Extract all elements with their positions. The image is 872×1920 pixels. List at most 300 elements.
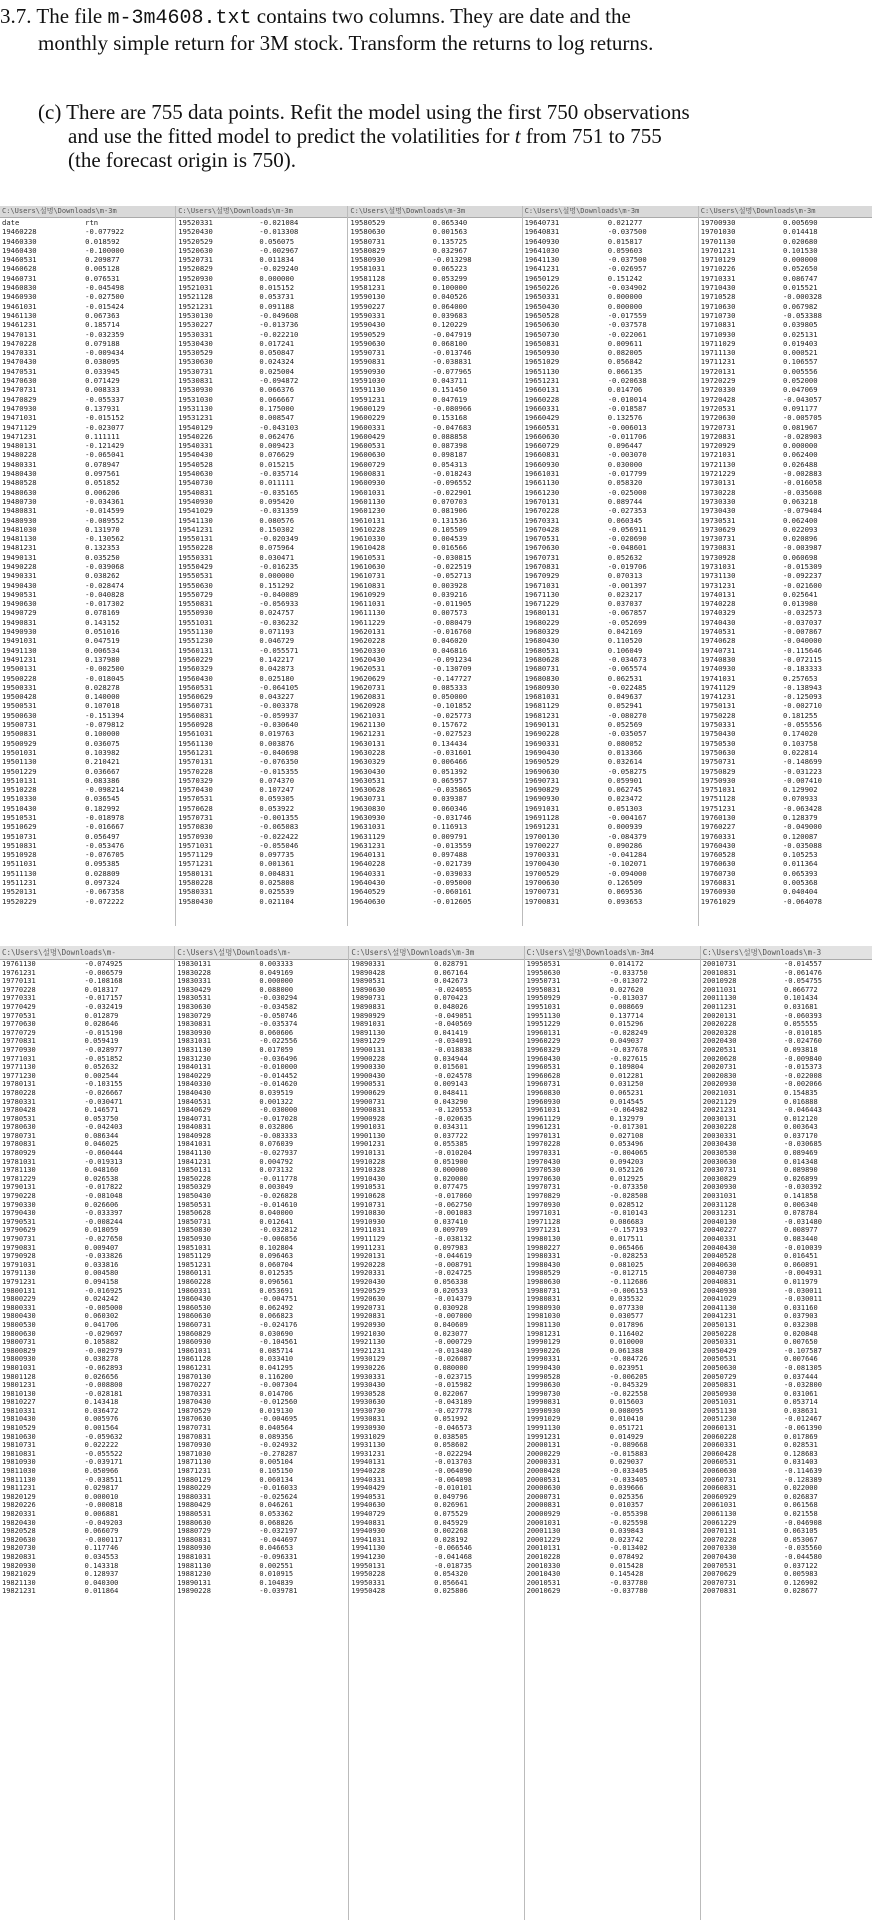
return-cell: 0.043711 (432, 376, 468, 386)
date-cell: 19690630 (524, 766, 560, 776)
return-cell: 0.052941 (607, 701, 643, 711)
date-cell: 19550729 (178, 589, 213, 599)
date-cell: 19970228 (526, 1140, 561, 1149)
return-cell: 0.025131 (782, 329, 818, 339)
return-cell: -0.004751 (259, 1295, 298, 1304)
return-cell: -0.000818 (84, 1501, 123, 1510)
return-cell: 0.020680 (782, 236, 818, 246)
return-cell: -0.025598 (609, 1518, 648, 1527)
return-cell: 0.142217 (259, 654, 295, 664)
date-cell: 19620330 (350, 645, 386, 655)
date-cell: 19681231 (524, 710, 560, 720)
return-cell: 0.102804 (259, 1243, 294, 1252)
return-cell: 0.015817 (607, 236, 643, 246)
date-cell: 20041231 (702, 1312, 737, 1321)
date-cell: 19790131 (2, 1183, 36, 1192)
return-cell: 0.101530 (782, 245, 818, 255)
date-cell: 19950630 (526, 968, 561, 977)
date-cell: 19460531 (2, 255, 37, 265)
date-cell: 19540129 (178, 422, 213, 432)
return-cell: 0.098187 (432, 450, 468, 460)
date-cell: 19840831 (177, 1123, 211, 1132)
date-cell: 19520731 (178, 255, 213, 265)
date-cell: 19581231 (350, 283, 386, 293)
date-cell: 19921030 (351, 1329, 386, 1338)
return-cell: 0.071429 (85, 376, 120, 386)
return-cell: 0.031681 (784, 1002, 818, 1011)
return-cell: 0.131536 (432, 515, 468, 525)
date-cell: 19650430 (524, 301, 560, 311)
date-cell: 19701231 (700, 245, 736, 255)
date-cell: 19940228 (351, 1467, 386, 1476)
date-cell: 19540528 (178, 459, 213, 469)
return-cell: 0.040404 (782, 887, 818, 897)
return-cell: -0.035374 (259, 1020, 298, 1029)
return-cell: 0.146571 (84, 1106, 119, 1115)
return-cell: 0.037444 (784, 1372, 818, 1381)
date-cell: 19951130 (526, 1011, 561, 1020)
return-cell: 0.028512 (609, 1200, 644, 1209)
date-cell: 19861128 (177, 1355, 211, 1364)
date-cell: 20061031 (702, 1501, 737, 1510)
date-cell: 19620531 (350, 664, 386, 674)
date-cell: 19730731 (700, 534, 736, 544)
return-cell: 0.032967 (432, 245, 468, 255)
return-cell: -0.017028 (259, 1114, 298, 1123)
return-cell: -0.013703 (434, 1458, 472, 1467)
date-cell: 19741231 (700, 692, 736, 702)
return-cell: 0.096561 (259, 1277, 294, 1286)
return-cell: 0.182992 (85, 803, 120, 813)
date-cell: 19650331 (524, 292, 560, 302)
date-cell: 20060428 (702, 1449, 737, 1458)
return-cell: -0.081305 (784, 1363, 822, 1372)
date-cell: 19700227 (524, 840, 560, 850)
date-cell: 19590529 (350, 329, 386, 339)
return-cell: 0.051992 (434, 1415, 468, 1424)
date-cell: 19771230 (2, 1071, 36, 1080)
date-cell: 19541029 (178, 506, 213, 516)
return-cell: 0.004831 (259, 868, 295, 878)
data-grid (176, 218, 347, 906)
return-cell: -0.005000 (84, 1303, 123, 1312)
date-cell: 19530227 (178, 320, 213, 330)
date-cell: 19610131 (350, 515, 386, 525)
date-cell: 19561231 (178, 747, 213, 757)
date-cell: 19740430 (700, 617, 736, 627)
return-cell: -0.007867 (782, 627, 822, 637)
return-cell: -0.034361 (85, 496, 125, 506)
date-cell: 20040331 (702, 1235, 737, 1243)
date-cell: 19880930 (177, 1544, 211, 1553)
return-cell: 0.015296 (609, 1020, 644, 1029)
date-cell: 19930331 (351, 1372, 386, 1381)
return-cell: -0.051852 (84, 1054, 123, 1063)
date-cell: 19760227 (700, 822, 736, 832)
return-cell: 0.088858 (432, 431, 468, 441)
date-cell: 19590430 (350, 320, 386, 330)
date-cell: 19601031 (350, 487, 386, 497)
date-cell: 19920630 (351, 1295, 386, 1304)
return-cell: 0.051303 (607, 803, 643, 813)
return-cell: 0.020896 (782, 534, 818, 544)
date-cell: 19930730 (351, 1406, 386, 1415)
date-cell: 19900629 (351, 1088, 386, 1097)
return-cell: 0.007650 (784, 1338, 818, 1347)
return-cell: -0.011706 (607, 431, 647, 441)
date-cell: 19980130 (526, 1235, 561, 1243)
date-cell: 19740329 (700, 608, 736, 618)
return-cell: 0.052000 (782, 376, 818, 386)
date-cell: 19631129 (350, 831, 386, 841)
return-cell: -0.013746 (432, 348, 472, 358)
date-cell: 19671229 (524, 599, 560, 609)
exercise-lead: 3.7. The file (0, 4, 103, 28)
date-cell: 19680628 (524, 654, 560, 664)
return-cell: -0.084379 (607, 831, 647, 841)
date-cell: 20000531 (526, 1475, 561, 1484)
date-cell: 19540331 (178, 441, 213, 451)
return-cell: 0.049637 (607, 692, 643, 702)
date-cell: 19910531 (351, 1183, 386, 1192)
date-cell: 19910731 (351, 1200, 386, 1209)
return-cell: -0.050746 (259, 1011, 298, 1020)
return-cell: 0.062531 (607, 673, 643, 683)
return-cell: 0.141858 (784, 1192, 818, 1201)
return-cell: 0.076531 (85, 273, 120, 283)
return-cell: 0.030690 (259, 1329, 294, 1338)
return-cell: -0.024725 (434, 1269, 472, 1278)
return-cell: 0.011364 (782, 859, 818, 869)
date-cell: 20050131 (702, 1320, 737, 1329)
return-cell: 0.027108 (609, 1131, 644, 1140)
return-cell: 0.058320 (607, 478, 643, 488)
date-cell: 19830228 (177, 968, 211, 977)
return-cell: -0.016925 (84, 1286, 123, 1295)
return-cell: 0.011111 (259, 478, 295, 488)
return-cell: 0.013980 (782, 599, 818, 609)
return-cell: -0.120553 (434, 1106, 472, 1115)
exercise-line-1 (0, 4, 872, 31)
date-cell: 19710430 (700, 283, 736, 293)
return-cell: 0.091177 (782, 403, 818, 413)
date-cell: 19800731 (2, 1338, 36, 1347)
date-cell: 19691231 (524, 822, 560, 832)
date-cell: 19791130 (2, 1269, 36, 1278)
date-cell: 19741031 (700, 673, 736, 683)
date-cell: 19751231 (700, 803, 736, 813)
return-cell: 0.066135 (607, 366, 643, 376)
return-cell: 0.126509 (607, 878, 643, 888)
return-cell: 0.048026 (434, 1002, 468, 1011)
date-cell: 19710930 (700, 329, 736, 339)
return-cell: 0.015152 (259, 283, 295, 293)
return-cell: 0.066376 (259, 385, 295, 395)
date-cell: 19861231 (177, 1363, 211, 1372)
date-cell: 19750630 (700, 747, 736, 757)
viewer-window-1 (0, 946, 174, 1920)
date-cell: 20020830 (702, 1071, 737, 1080)
date-cell: 19681129 (524, 701, 560, 711)
date-cell: 19801031 (2, 1363, 36, 1372)
return-cell: -0.125093 (782, 692, 822, 702)
return-cell: 0.107018 (85, 701, 120, 711)
return-cell: 0.017241 (259, 338, 295, 348)
return-cell: -0.055571 (259, 645, 299, 655)
date-cell: 19680430 (524, 636, 560, 646)
return-cell: -0.010039 (784, 1243, 822, 1252)
date-cell: 19770331 (2, 994, 36, 1003)
date-cell: 20050930 (702, 1389, 737, 1398)
date-cell: 19790731 (2, 1235, 36, 1243)
date-cell: 19680830 (524, 673, 560, 683)
return-cell: -0.037678 (609, 1045, 648, 1054)
return-cell: 0.005556 (782, 366, 818, 376)
return-cell: -0.030294 (259, 994, 298, 1003)
return-cell: -0.020638 (607, 376, 647, 386)
date-cell: 19651231 (524, 376, 560, 386)
return-cell: -0.027778 (434, 1406, 472, 1415)
date-cell: 19940930 (351, 1527, 386, 1536)
date-cell: 19600331 (350, 422, 386, 432)
return-cell: -0.015373 (784, 1063, 822, 1072)
date-cell: 19750228 (700, 710, 736, 720)
return-cell: 0.031061 (784, 1389, 818, 1398)
date-cell: 20001229 (526, 1535, 561, 1544)
return-cell: 0.019763 (259, 729, 295, 739)
date-cell: 19910930 (351, 1217, 386, 1226)
date-cell: 19730228 (700, 487, 736, 497)
date-cell: 19851031 (177, 1243, 211, 1252)
return-cell: 0.054320 (434, 1570, 468, 1579)
return-cell: 0.074370 (259, 775, 295, 785)
return-cell: 0.024757 (259, 608, 295, 618)
date-cell: 19520430 (178, 227, 213, 237)
return-cell: 0.026606 (84, 1200, 119, 1209)
date-cell: 19850430 (177, 1192, 211, 1201)
date-cell: 19551031 (178, 617, 213, 627)
return-cell: 0.021104 (259, 896, 295, 906)
date-cell: 19510228 (2, 785, 37, 795)
return-cell: 0.053362 (259, 1510, 294, 1518)
return-cell: -0.026087 (434, 1355, 472, 1364)
return-cell: 0.034944 (434, 1054, 468, 1063)
date-cell: 19531030 (178, 394, 213, 404)
date-cell: 19950531 (526, 960, 561, 968)
date-cell: 19830630 (177, 1002, 211, 1011)
viewer-title-bar: C:\Users\설명\Downloads\m-3m (0, 206, 175, 218)
return-cell: 0.089469 (784, 1149, 818, 1158)
date-cell: 19900731 (351, 1097, 386, 1106)
return-cell: -0.035714 (259, 469, 299, 479)
date-cell: 19710831 (700, 320, 736, 330)
return-cell: 0.039216 (432, 589, 468, 599)
return-cell: -0.095000 (432, 878, 472, 888)
data-grid (701, 960, 872, 1596)
date-cell: 19550930 (178, 608, 213, 618)
date-cell: 19990226 (526, 1346, 561, 1355)
date-cell: 19790629 (2, 1226, 36, 1235)
date-cell: 19600630 (350, 450, 386, 460)
return-cell: -0.079404 (782, 506, 822, 516)
return-cell: -0.147727 (432, 673, 472, 683)
return-cell: -0.040569 (434, 1020, 472, 1029)
return-cell: -0.013037 (609, 994, 648, 1003)
date-cell: 19570731 (178, 813, 213, 822)
return-cell: -0.009840 (784, 1054, 822, 1063)
return-cell: -0.128389 (784, 1475, 822, 1484)
date-cell: 19960229 (526, 1037, 561, 1046)
viewer-window-5 (700, 946, 872, 1920)
date-cell: 19610831 (350, 580, 386, 590)
date-cell: 19620629 (350, 673, 386, 683)
return-cell: -0.046908 (784, 1518, 822, 1527)
return-cell: 0.094158 (84, 1277, 119, 1286)
return-cell: -0.044580 (784, 1552, 822, 1561)
date-cell: 19811030 (2, 1467, 36, 1476)
return-cell: 0.031250 (609, 1080, 644, 1089)
return-cell: 0.037122 (784, 1561, 818, 1570)
date-cell: 19511130 (2, 868, 37, 878)
return-cell: -0.027937 (259, 1149, 298, 1158)
return-cell: -0.038132 (434, 1235, 472, 1243)
return-cell: 0.001361 (259, 859, 295, 869)
date-cell: 20000331 (526, 1458, 561, 1467)
return-cell: 0.001564 (84, 1424, 119, 1433)
date-cell: 20000929 (526, 1510, 561, 1518)
date-cell: 19800229 (2, 1295, 36, 1304)
date-cell: 19590630 (350, 338, 386, 348)
date-cell: 20040528 (702, 1252, 737, 1261)
date-cell: 19770131 (2, 977, 36, 986)
date-cell: 19890228 (177, 1587, 211, 1596)
date-cell: 19840731 (177, 1114, 211, 1123)
return-cell: 0.003928 (432, 580, 468, 590)
date-cell: 19810331 (2, 1406, 36, 1415)
date-cell: 19810731 (2, 1441, 36, 1450)
part-c-line-2b: from 751 to 755 (525, 124, 662, 148)
date-cell: 19660131 (524, 385, 560, 395)
return-cell: 0.014706 (607, 385, 643, 395)
date-cell: 19941130 (351, 1544, 386, 1553)
return-cell: -0.045498 (85, 283, 125, 293)
date-cell: 19720428 (700, 394, 736, 404)
return-cell: -0.033405 (609, 1475, 648, 1484)
date-cell: 20000428 (526, 1467, 561, 1476)
date-cell: 19460228 (2, 227, 37, 237)
date-cell: 19960131 (526, 1028, 561, 1037)
return-cell: 0.000000 (607, 301, 643, 311)
date-cell: 19510831 (2, 840, 37, 850)
return-cell: -0.024932 (259, 1441, 298, 1450)
return-cell: 0.116200 (259, 1372, 294, 1381)
return-cell: 0.052632 (607, 552, 643, 562)
return-cell: -0.030011 (784, 1295, 822, 1304)
date-cell: 20050228 (702, 1329, 737, 1338)
return-cell: -0.040089 (259, 589, 299, 599)
date-cell: 19590731 (350, 348, 386, 358)
return-cell: -0.066546 (434, 1544, 472, 1553)
return-cell: -0.044697 (259, 1535, 298, 1544)
date-cell: 19931231 (351, 1449, 386, 1458)
date-cell: 19790928 (2, 1252, 36, 1261)
date-cell: 19980731 (526, 1286, 561, 1295)
return-cell: 0.143418 (84, 1398, 119, 1407)
date-cell: 19780428 (2, 1106, 36, 1115)
return-cell: 0.053691 (259, 1286, 294, 1295)
date-cell: 19511031 (2, 859, 37, 869)
return-cell: 0.056338 (434, 1277, 468, 1286)
return-cell: -0.032573 (782, 608, 822, 618)
date-cell: 19970930 (526, 1200, 561, 1209)
date-cell: 19480131 (2, 441, 37, 451)
date-cell: 19800930 (2, 1355, 36, 1364)
date-cell: 19980630 (526, 1277, 561, 1286)
date-cell: 19580228 (178, 878, 213, 888)
return-cell: -0.064078 (782, 896, 822, 906)
date-cell: 20010629 (526, 1587, 561, 1596)
date-cell: 19650129 (524, 273, 560, 283)
return-cell: 0.089890 (784, 1166, 818, 1175)
date-cell: 19790831 (2, 1243, 36, 1252)
date-cell: 19820430 (2, 1518, 36, 1527)
return-cell: 0.034553 (84, 1552, 119, 1561)
date-cell: 19680930 (524, 682, 560, 692)
return-cell: -0.012605 (432, 896, 472, 906)
return-cell: -0.076350 (259, 757, 299, 767)
return-cell: 0.100000 (85, 729, 120, 739)
return-cell: 0.073132 (259, 1166, 294, 1175)
date-cell: 19990831 (526, 1398, 561, 1407)
date-cell: 19841130 (177, 1149, 211, 1158)
date-cell: 20040630 (702, 1260, 737, 1269)
date-cell: 19680531 (524, 645, 560, 655)
return-cell: 0.032806 (259, 1123, 294, 1132)
date-cell: 20050831 (702, 1381, 737, 1390)
part-c (38, 100, 868, 172)
date-cell: 19940831 (351, 1518, 386, 1527)
date-cell: 19560329 (178, 664, 213, 674)
return-cell: 0.056641 (434, 1578, 468, 1587)
return-cell: 0.015428 (609, 1561, 644, 1570)
return-cell: -0.049051 (434, 1011, 472, 1020)
date-cell: 19730831 (700, 543, 736, 553)
return-cell: -0.048601 (607, 543, 647, 553)
return-cell: -0.024176 (259, 1320, 298, 1329)
return-cell: 0.018592 (85, 236, 120, 246)
date-cell: 19660228 (524, 394, 560, 404)
date-cell: 19680229 (524, 617, 560, 627)
return-cell: 0.061388 (609, 1346, 644, 1355)
date-cell: 19550429 (178, 561, 213, 571)
viewer-window-1 (0, 206, 175, 926)
return-cell: 0.080052 (607, 738, 643, 748)
date-cell: 19900228 (351, 1054, 386, 1063)
data-grid (349, 960, 523, 1596)
date-cell: 19720831 (700, 431, 736, 441)
return-cell: -0.024760 (784, 1037, 822, 1046)
return-cell: 0.066079 (84, 1527, 119, 1536)
date-cell: 19781031 (2, 1157, 36, 1166)
return-cell: 0.157672 (432, 720, 468, 730)
return-cell: 0.000000 (782, 441, 818, 451)
return-cell: 0.061568 (784, 1501, 818, 1510)
date-cell: 19840430 (177, 1088, 211, 1097)
return-cell: 0.105253 (782, 850, 818, 860)
return-cell: 0.069536 (607, 887, 643, 897)
date-cell: 19700130 (524, 831, 560, 841)
date-cell: 19760831 (700, 878, 736, 888)
